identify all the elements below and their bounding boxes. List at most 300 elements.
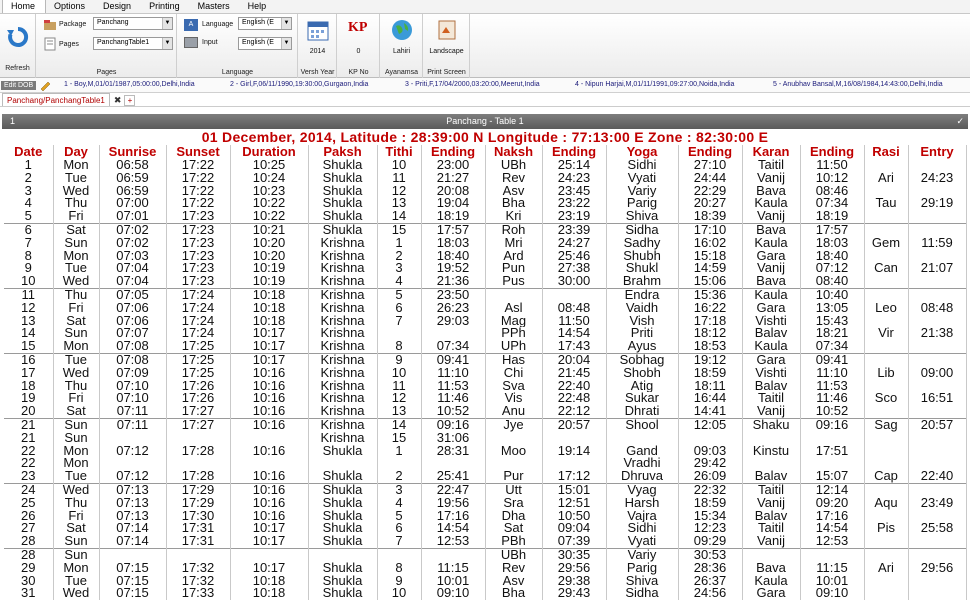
table-row[interactable] <box>4 497 966 510</box>
table-cell: 17:24 <box>166 302 230 315</box>
table-cell: Pus <box>485 275 542 288</box>
table-cell: 4 <box>377 497 421 510</box>
pages-select[interactable] <box>93 37 173 50</box>
table-cell: Vyati <box>606 535 678 548</box>
table-cell: 26:37 <box>678 575 742 588</box>
table-cell: 10 <box>4 275 53 288</box>
year-group[interactable] <box>299 14 337 78</box>
table-cell: Asl <box>485 302 542 315</box>
table-cell: 10:18 <box>230 288 308 301</box>
table-cell: 06:58 <box>99 159 166 172</box>
table-cell: Krishna <box>308 380 377 393</box>
table-cell <box>908 353 966 366</box>
menu-options[interactable]: Options <box>54 1 86 11</box>
menu-design[interactable]: Design <box>103 1 132 11</box>
table-cell: 13 <box>377 405 421 418</box>
table-cell: 09:16 <box>421 418 485 431</box>
table-cell: 3 <box>377 262 421 275</box>
table-cell: 16:44 <box>678 392 742 405</box>
edit-dob-button[interactable]: Edit DOB <box>1 81 36 90</box>
table-cell <box>908 185 966 198</box>
table-row[interactable] <box>4 250 966 263</box>
table-cell: 9 <box>377 353 421 366</box>
table-cell: Shukla <box>308 522 377 535</box>
table-cell: 6 <box>377 302 421 315</box>
table-cell: Shukla <box>308 510 377 523</box>
table-row[interactable] <box>4 470 966 483</box>
table-cell: Pis <box>864 522 908 535</box>
table-cell: 12:53 <box>421 535 485 548</box>
table-cell: Wed <box>53 275 99 288</box>
dob-item[interactable]: 5 - Anubhav Bansal,M,16/08/1984,14:43:00,Delhi,India <box>773 81 943 88</box>
table-cell: 29 <box>4 562 53 575</box>
table-cell: 19:56 <box>421 497 485 510</box>
table-cell: 17:27 <box>166 418 230 431</box>
landscape-label: Landscape <box>429 48 464 55</box>
table-cell: Ard <box>485 250 542 263</box>
table-cell: 29:43 <box>542 587 606 600</box>
table-cell: 24:23 <box>542 172 606 185</box>
table-cell: Krishna <box>308 315 377 328</box>
table-cell: 07:08 <box>99 353 166 366</box>
table-cell: 29:03 <box>421 315 485 328</box>
table-cell: Thu <box>53 197 99 210</box>
column-header: Day <box>53 145 99 159</box>
table-row[interactable] <box>4 315 966 328</box>
table-cell: 19:14 <box>542 445 606 458</box>
table-cell: 18:53 <box>678 340 742 353</box>
table-row[interactable] <box>4 275 966 288</box>
column-header: Tithi <box>377 145 421 159</box>
table-cell: Variy <box>606 548 678 561</box>
table-row[interactable] <box>4 302 966 315</box>
calendar-icon <box>307 19 329 41</box>
table-cell: Atig <box>606 380 678 393</box>
table-cell: Can <box>864 262 908 275</box>
table-cell: Balav <box>742 470 800 483</box>
table-cell: 18:40 <box>800 250 864 263</box>
table-row[interactable] <box>4 535 966 548</box>
table-row[interactable] <box>4 262 966 275</box>
table-cell: 17:27 <box>166 405 230 418</box>
table-cell: 19 <box>4 392 53 405</box>
table-cell <box>864 288 908 301</box>
table-cell: 15:36 <box>678 288 742 301</box>
table-cell: Jye <box>485 418 542 431</box>
table-cell: 20:57 <box>908 418 966 431</box>
table-cell: Shukla <box>308 587 377 600</box>
menu-printing[interactable]: Printing <box>149 1 180 11</box>
table-cell: Gem <box>864 237 908 250</box>
table-cell: 18 <box>4 380 53 393</box>
table-cell <box>230 548 308 561</box>
table-cell: Mon <box>53 457 99 470</box>
table-cell: 11:15 <box>421 562 485 575</box>
table-cell: Shukla <box>308 575 377 588</box>
table-cell: 10:17 <box>230 327 308 340</box>
table-cell: 17:28 <box>166 470 230 483</box>
table-cell: 16 <box>4 353 53 366</box>
table-cell: Endra <box>606 288 678 301</box>
table-row[interactable] <box>4 575 966 588</box>
table-cell: Sun <box>53 418 99 431</box>
table-cell: 26:23 <box>421 302 485 315</box>
table-cell: 09:00 <box>908 367 966 380</box>
table-cell: Vis <box>485 392 542 405</box>
table-cell: 14 <box>377 210 421 223</box>
table-cell: 07:04 <box>99 262 166 275</box>
pencil-icon[interactable] <box>39 80 51 91</box>
table-cell: Sun <box>53 535 99 548</box>
table-cell: Vradhi <box>606 457 678 470</box>
table-cell: 07:34 <box>800 197 864 210</box>
table-cell: 08:48 <box>542 302 606 315</box>
pages-select-value: PanchangTable1 <box>97 39 150 46</box>
table-cell: Priti <box>606 327 678 340</box>
table-row[interactable] <box>4 237 966 250</box>
table-cell <box>864 405 908 418</box>
table-cell: 10:24 <box>230 172 308 185</box>
table-cell: 15:01 <box>542 483 606 496</box>
table-cell: 23:49 <box>908 497 966 510</box>
language-select[interactable] <box>238 17 292 30</box>
table-cell: 15:07 <box>800 470 864 483</box>
table-row[interactable] <box>4 548 966 561</box>
table-cell <box>864 457 908 470</box>
table-row[interactable] <box>4 288 966 301</box>
table-cell: 28 <box>4 548 53 561</box>
table-cell: 6 <box>377 522 421 535</box>
table-cell <box>166 548 230 561</box>
table-cell: Gand <box>606 445 678 458</box>
table-cell: Shukla <box>308 159 377 172</box>
table-cell: Bha <box>485 587 542 600</box>
table-cell: 18:40 <box>421 250 485 263</box>
table-cell: 10:12 <box>800 172 864 185</box>
table-cell <box>99 548 166 561</box>
table-row[interactable] <box>4 522 966 535</box>
table-row[interactable] <box>4 327 966 340</box>
table-cell <box>800 432 864 445</box>
table-cell: Wed <box>53 367 99 380</box>
check-icon[interactable]: ✓ <box>956 116 964 126</box>
table-row[interactable] <box>4 223 966 236</box>
table-cell: 17:16 <box>421 510 485 523</box>
table-cell: 24:23 <box>908 172 966 185</box>
table-cell: 23:50 <box>421 288 485 301</box>
table-cell <box>864 340 908 353</box>
menu-home[interactable]: Home <box>2 0 46 13</box>
table-cell: Aqu <box>864 497 908 510</box>
info-line: 01 December, 2014, Latitude : 28:39:00 N Longitude : 77:13:00 E Zone : 82:30:00 E <box>201 129 769 145</box>
table-cell: Wed <box>53 185 99 198</box>
table-row[interactable] <box>4 432 966 445</box>
refresh-icon[interactable] <box>7 26 29 48</box>
table-cell: 10:16 <box>230 470 308 483</box>
table-cell: 17:12 <box>542 470 606 483</box>
pages-icon <box>43 37 57 51</box>
table-cell: Kaula <box>742 340 800 353</box>
table-row[interactable] <box>4 457 966 470</box>
table-cell: 10:17 <box>230 562 308 575</box>
language-select-value: English (E <box>242 19 274 26</box>
table-cell: Harsh <box>606 497 678 510</box>
table-cell: Vishti <box>742 315 800 328</box>
ayanamsa-group[interactable] <box>381 14 423 78</box>
table-cell: 07:10 <box>99 380 166 393</box>
table-cell: Mon <box>53 250 99 263</box>
table-cell <box>864 210 908 223</box>
table-cell: 10:19 <box>230 262 308 275</box>
table-cell: 17:30 <box>166 510 230 523</box>
table-cell: 10:22 <box>230 210 308 223</box>
table-cell: 16:22 <box>678 302 742 315</box>
table-cell: Shukla <box>308 470 377 483</box>
package-select[interactable] <box>93 17 173 30</box>
table-cell: 8 <box>4 250 53 263</box>
table-cell: 31:06 <box>421 432 485 445</box>
table-cell: 10:52 <box>800 405 864 418</box>
table-cell: 22:40 <box>908 470 966 483</box>
table-cell: 12 <box>377 392 421 405</box>
table-cell: 31 <box>4 587 53 600</box>
kp-group[interactable] <box>338 14 380 78</box>
column-header: Rasi <box>864 145 908 159</box>
table-row[interactable] <box>4 159 966 172</box>
table-cell: 11:53 <box>800 380 864 393</box>
table-cell: 07:34 <box>421 340 485 353</box>
table-cell: 10:21 <box>230 223 308 236</box>
table-cell: 23 <box>4 470 53 483</box>
table-row[interactable] <box>4 185 966 198</box>
table-cell: 10:16 <box>230 380 308 393</box>
table-cell: 17:23 <box>166 262 230 275</box>
table-cell: Sun <box>53 432 99 445</box>
input-icon <box>184 37 198 48</box>
chevron-down-icon: ▼ <box>281 18 291 29</box>
table-cell <box>864 483 908 496</box>
table-row[interactable] <box>4 405 966 418</box>
table-row[interactable] <box>4 210 966 223</box>
table-cell <box>542 457 606 470</box>
table-cell: 17:22 <box>166 172 230 185</box>
table-cell: 17:23 <box>166 237 230 250</box>
table-cell: 18:03 <box>800 237 864 250</box>
table-row[interactable] <box>4 353 966 366</box>
menu-bar <box>0 0 970 14</box>
table-cell: Kaula <box>742 575 800 588</box>
table-cell: 10:20 <box>230 250 308 263</box>
table-cell: 07:14 <box>99 535 166 548</box>
table-cell: 07:07 <box>99 327 166 340</box>
table-cell: 9 <box>4 262 53 275</box>
table-cell: Kaula <box>742 237 800 250</box>
table-cell: Krishna <box>308 367 377 380</box>
table-cell: 24:44 <box>678 172 742 185</box>
table-cell: Fri <box>53 392 99 405</box>
table-cell: Vanij <box>742 535 800 548</box>
table-cell: 11:46 <box>800 392 864 405</box>
table-row[interactable] <box>4 380 966 393</box>
table-row[interactable] <box>4 367 966 380</box>
dob-item[interactable]: 1 - Boy,M,01/01/1987,05:00:00,Delhi,India <box>64 81 195 88</box>
table-cell: 24:27 <box>542 237 606 250</box>
table-row[interactable] <box>4 340 966 353</box>
table-cell: 10:17 <box>230 353 308 366</box>
table-cell: 11 <box>377 380 421 393</box>
table-cell: 17:23 <box>166 210 230 223</box>
table-cell <box>864 159 908 172</box>
chevron-down-icon: ▼ <box>281 38 291 49</box>
table-cell: 11:46 <box>421 392 485 405</box>
table-cell: Krishna <box>308 327 377 340</box>
table-cell: 13:05 <box>800 302 864 315</box>
input-select[interactable] <box>238 37 292 50</box>
table-cell <box>485 432 542 445</box>
table-cell: 10:16 <box>230 418 308 431</box>
dob-item[interactable]: 2 - Girl,F,06/11/1990,19:30:00,Gurgaon,India <box>230 81 369 88</box>
add-tab-icon[interactable]: + <box>124 95 135 106</box>
column-header: Ending <box>678 145 742 159</box>
kp-value: 0 <box>356 48 361 55</box>
table-cell: Shubh <box>606 250 678 263</box>
table-cell <box>908 275 966 288</box>
dob-item[interactable]: 4 - Nipun Harjai,M,01/11/1991,09:27:00,Noida,India <box>575 81 735 88</box>
table-cell: 23:19 <box>542 210 606 223</box>
table-cell: 09:10 <box>421 587 485 600</box>
table-cell <box>908 210 966 223</box>
table-row[interactable] <box>4 392 966 405</box>
table-cell: 14 <box>377 418 421 431</box>
table-cell: Rev <box>485 562 542 575</box>
table-cell: Fri <box>53 302 99 315</box>
table-cell: 4 <box>377 275 421 288</box>
table-cell: 15:43 <box>800 315 864 328</box>
table-cell: 14:59 <box>678 262 742 275</box>
table-cell: Vyag <box>606 483 678 496</box>
table-cell: 10:01 <box>800 575 864 588</box>
table-cell <box>864 223 908 236</box>
table-row[interactable] <box>4 562 966 575</box>
table-cell: 25 <box>4 497 53 510</box>
input-label: Input <box>202 39 218 46</box>
table-row[interactable] <box>4 172 966 185</box>
table-cell <box>864 380 908 393</box>
table-cell: 11:53 <box>421 380 485 393</box>
grid-title: Panchang - Table 1 <box>446 116 524 126</box>
table-cell: 09:29 <box>678 535 742 548</box>
table-cell: UBh <box>485 159 542 172</box>
grid-header-bar <box>2 114 968 129</box>
table-cell <box>230 432 308 445</box>
table-cell: 11:10 <box>421 367 485 380</box>
table-cell: 24:56 <box>678 587 742 600</box>
table-row[interactable] <box>4 483 966 496</box>
tab-panchang-table1[interactable]: Panchang/PanchangTable1 <box>2 93 110 106</box>
table-cell: Sat <box>53 522 99 535</box>
table-cell: 17:26 <box>166 380 230 393</box>
table-cell: 7 <box>377 315 421 328</box>
table-cell <box>678 432 742 445</box>
table-cell: Gara <box>742 302 800 315</box>
table-cell <box>800 457 864 470</box>
table-cell <box>908 535 966 548</box>
menu-help[interactable]: Help <box>247 1 267 11</box>
table-cell: Utt <box>485 483 542 496</box>
table-cell: Shukla <box>308 197 377 210</box>
table-cell: 10:01 <box>421 575 485 588</box>
dob-list <box>0 78 970 93</box>
column-header: Sunset <box>166 145 230 159</box>
table-cell: 28:31 <box>421 445 485 458</box>
globe-icon <box>390 18 414 42</box>
table-cell: Sun <box>53 237 99 250</box>
table-cell <box>864 510 908 523</box>
table-cell <box>606 432 678 445</box>
table-cell <box>864 445 908 458</box>
table-cell: 17:24 <box>166 315 230 328</box>
table-row[interactable] <box>4 418 966 431</box>
table-cell: Shukla <box>308 483 377 496</box>
table-cell: 17:22 <box>166 159 230 172</box>
table-cell <box>166 457 230 470</box>
table-cell: Sidhi <box>606 159 678 172</box>
table-cell: Tue <box>53 470 99 483</box>
table-cell: 10:16 <box>230 510 308 523</box>
table-cell: Pur <box>485 470 542 483</box>
table-cell <box>908 250 966 263</box>
table-cell: Parig <box>606 562 678 575</box>
table-cell: 21:45 <box>542 367 606 380</box>
table-row[interactable] <box>4 510 966 523</box>
table-cell: 1 <box>377 445 421 458</box>
table-cell: Taitil <box>742 483 800 496</box>
table-cell <box>864 185 908 198</box>
table-cell: Brahm <box>606 275 678 288</box>
table-cell: 11 <box>4 288 53 301</box>
table-cell: 18:39 <box>678 210 742 223</box>
table-row[interactable] <box>4 197 966 210</box>
table-cell: 15:34 <box>678 510 742 523</box>
table-cell: Sukar <box>606 392 678 405</box>
table-cell: Lib <box>864 367 908 380</box>
table-cell: Sat <box>485 522 542 535</box>
table-cell: 17:25 <box>166 340 230 353</box>
table-cell: 22:29 <box>678 185 742 198</box>
table-cell: 10:16 <box>230 367 308 380</box>
table-cell <box>908 432 966 445</box>
column-header: Karan <box>742 145 800 159</box>
table-cell <box>377 548 421 561</box>
table-cell: 21:36 <box>421 275 485 288</box>
table-cell: 28 <box>4 535 53 548</box>
year-label: Versh Year <box>300 69 335 76</box>
table-cell: 12:23 <box>678 522 742 535</box>
table-cell <box>742 432 800 445</box>
table-cell: Mon <box>53 562 99 575</box>
print-group[interactable] <box>424 14 470 78</box>
table-cell: 30:35 <box>542 548 606 561</box>
table-cell: 10 <box>377 587 421 600</box>
close-icon[interactable]: ✖ <box>113 95 122 105</box>
table-cell: 09:41 <box>421 353 485 366</box>
table-cell: 17:32 <box>166 575 230 588</box>
menu-masters[interactable]: Masters <box>197 1 230 11</box>
table-row[interactable] <box>4 445 966 458</box>
table-cell <box>742 548 800 561</box>
table-row[interactable] <box>4 587 966 600</box>
dob-item[interactable]: 3 - Priti,F,17/04/2000,03:20:00,Meerut,India <box>405 81 540 88</box>
